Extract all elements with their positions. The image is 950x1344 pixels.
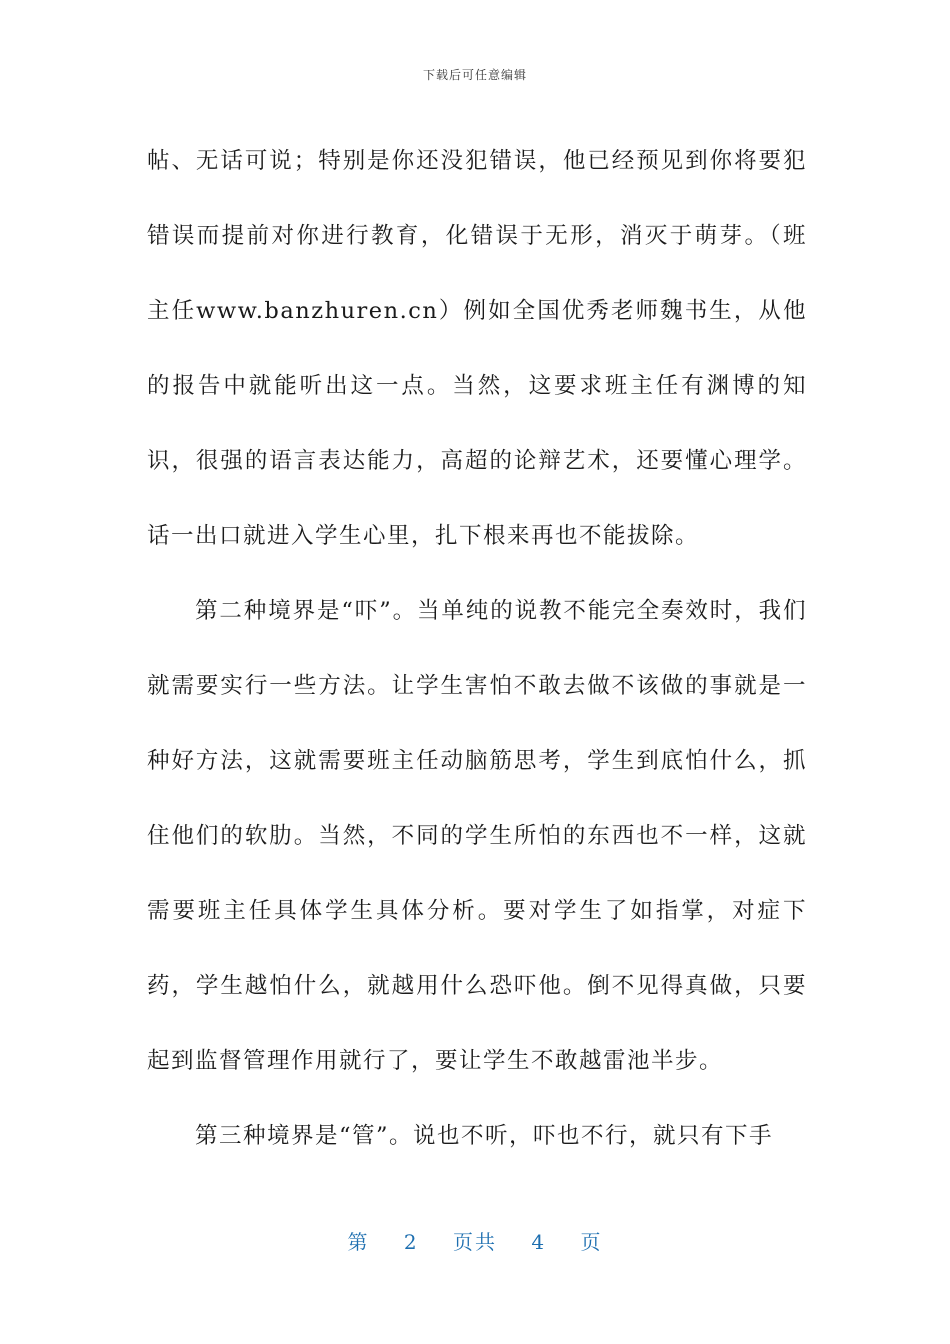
footer-total-pages: 4	[531, 1230, 547, 1254]
paragraph-second-level: 第二种境界是“吓”。当单纯的说教不能完全奏效时，我们就需要实行一些方法。让学生害怕不敢去做不该做的事就是一种好方法，这就需要班主任动脑筋思考，学生到底怕什么，抓住他们的软肋。当然，不同的学生所怕的东西也不一样，这就需要班主任具体学生具体分析。要对学生了如指掌，对症下药，学生越怕什么，就越用什么恐吓他。倒不见得真做，只要起到监督管理作用就行了，要让学生不敢越雷池半步。	[147, 598, 807, 1074]
footer-current-page: 2	[403, 1230, 419, 1254]
page-header-note: 下载后可任意编辑	[422, 68, 527, 82]
footer-prefix: 第	[347, 1230, 370, 1254]
document-body	[147, 124, 807, 1174]
page-footer	[0, 1226, 950, 1255]
paragraph-continuation: 帖、无话可说；特别是你还没犯错误，他已经预见到你将要犯错误而提前对你进行教育，化错误于无形，消灭于萌芽。（班主任www.banzhuren.cn）例如全国优秀老师魏书生，从他的报告中就能听出这一点。当然，这要求班主任有渊博的知识，很强的语言表达能力，高超的论辩艺术，还要懂心理学。话一出口就进入学生心里，扎下根来再也不能拔除。	[147, 148, 807, 549]
paragraph-third-level: 第三种境界是“管”。说也不听，吓也不行，就只有下手	[195, 1123, 774, 1149]
footer-suffix: 页	[580, 1230, 603, 1254]
footer-middle: 页共	[453, 1230, 497, 1254]
